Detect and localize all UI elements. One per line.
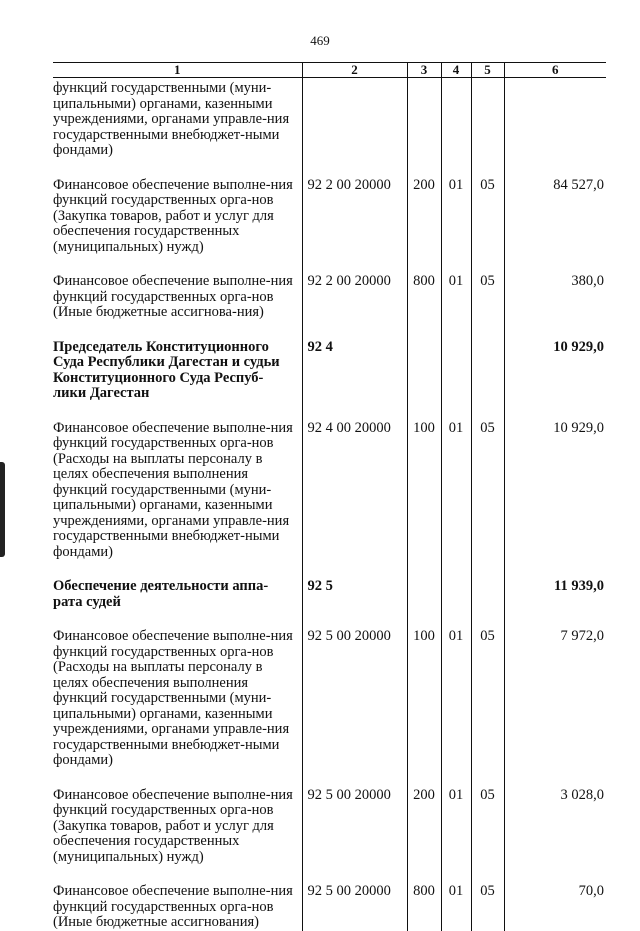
row-spacer — [53, 159, 606, 178]
spacer-cell — [302, 865, 407, 884]
spacer-cell — [441, 769, 471, 788]
row-expense-type — [407, 78, 441, 159]
spacer-cell — [441, 159, 471, 178]
row-section: 01 — [441, 788, 471, 866]
spacer-cell — [441, 402, 471, 421]
spacer-cell — [407, 255, 441, 274]
row-section: 01 — [441, 421, 471, 561]
row-section — [441, 78, 471, 159]
row-subsection: 05 — [471, 274, 504, 321]
spacer-cell — [441, 255, 471, 274]
row-amount: 10 929,0 — [504, 421, 606, 561]
spacer-cell — [407, 402, 441, 421]
row-expense-type: 200 — [407, 178, 441, 256]
row-expense-type: 100 — [407, 421, 441, 561]
row-section — [441, 340, 471, 402]
spacer-cell — [471, 402, 504, 421]
row-spacer — [53, 560, 606, 579]
row-code: 92 2 00 20000 — [302, 274, 407, 321]
row-code: 92 4 00 20000 — [302, 421, 407, 561]
row-section: 01 — [441, 274, 471, 321]
spacer-cell — [471, 159, 504, 178]
column-header: 3 — [407, 63, 441, 78]
spacer-cell — [302, 560, 407, 579]
spacer-cell — [407, 610, 441, 629]
row-code: 92 4 — [302, 340, 407, 402]
row-spacer — [53, 402, 606, 421]
column-header: 4 — [441, 63, 471, 78]
spacer-cell — [504, 255, 606, 274]
row-section: 01 — [441, 629, 471, 769]
spacer-cell — [441, 321, 471, 340]
column-header: 2 — [302, 63, 407, 78]
spacer-cell — [407, 865, 441, 884]
spacer-cell — [407, 769, 441, 788]
table-row — [53, 178, 606, 256]
spacer-cell — [302, 402, 407, 421]
table-row — [53, 788, 606, 866]
row-amount: 84 527,0 — [504, 178, 606, 256]
row-expense-type — [407, 579, 441, 610]
spacer-cell — [302, 159, 407, 178]
scan-edge-mark — [0, 462, 5, 557]
spacer-cell — [53, 865, 302, 884]
spacer-cell — [302, 255, 407, 274]
spacer-cell — [53, 610, 302, 629]
row-expense-type — [407, 340, 441, 402]
row-subsection: 05 — [471, 629, 504, 769]
spacer-cell — [302, 610, 407, 629]
row-spacer — [53, 321, 606, 340]
row-expense-type: 800 — [407, 884, 441, 931]
row-name: Финансовое обеспечение выполне-ния функций государственных орга-нов (Иные бюджетные ассигнования) — [53, 884, 302, 931]
row-subsection: 05 — [471, 178, 504, 256]
spacer-cell — [471, 560, 504, 579]
page-number: 469 — [310, 33, 330, 48]
table-row — [53, 629, 606, 769]
column-header: 6 — [504, 63, 606, 78]
row-subsection — [471, 340, 504, 402]
spacer-cell — [504, 321, 606, 340]
row-amount: 10 929,0 — [504, 340, 606, 402]
row-amount: 380,0 — [504, 274, 606, 321]
row-name: Финансовое обеспечение выполне-ния функций государственных орга-нов (Закупка товаров, работ и услуг для обеспечения государственных (муниципальных) нужд) — [53, 788, 302, 866]
spacer-cell — [504, 610, 606, 629]
table-row — [53, 78, 606, 159]
spacer-cell — [302, 769, 407, 788]
row-name: Финансовое обеспечение выполне-ния функций государственных орга-нов (Расходы на выплаты персоналу в целях обеспечения выполнения функций государственными (муни-ципальными) органами, казенными учреждениями, органами управле-ния государственными внебюджет-ными фондами) — [53, 629, 302, 769]
row-name: Финансовое обеспечение выполне-ния функций государственных орга-нов (Расходы на выплаты персоналу в целях обеспечения выполнения функций государственными (муни-ципальными) органами, казенными учреждениями, органами управле-ния государственными внебюджет-ными фондами) — [53, 421, 302, 561]
table-row — [53, 421, 606, 561]
row-name: Финансовое обеспечение выполне-ния функций государственных орга-нов (Иные бюджетные ассигнова-ния) — [53, 274, 302, 321]
spacer-cell — [53, 402, 302, 421]
row-code: 92 5 — [302, 579, 407, 610]
row-spacer — [53, 255, 606, 274]
row-amount: 11 939,0 — [504, 579, 606, 610]
spacer-cell — [441, 610, 471, 629]
spacer-cell — [53, 159, 302, 178]
spacer-cell — [471, 769, 504, 788]
row-subsection — [471, 78, 504, 159]
spacer-cell — [504, 402, 606, 421]
spacer-cell — [471, 321, 504, 340]
spacer-cell — [504, 560, 606, 579]
table-row — [53, 340, 606, 402]
row-amount — [504, 78, 606, 159]
row-expense-type: 800 — [407, 274, 441, 321]
row-code: 92 5 00 20000 — [302, 629, 407, 769]
spacer-cell — [504, 865, 606, 884]
row-name: Финансовое обеспечение выполне-ния функций государственных орга-нов (Закупка товаров, работ и услуг для обеспечения государственных (муниципальных) нужд) — [53, 178, 302, 256]
row-subsection — [471, 579, 504, 610]
column-header: 1 — [53, 63, 302, 78]
spacer-cell — [441, 560, 471, 579]
row-expense-type: 100 — [407, 629, 441, 769]
spacer-cell — [407, 159, 441, 178]
budget-table — [53, 62, 606, 931]
table-body — [53, 78, 606, 931]
row-subsection: 05 — [471, 884, 504, 931]
header-row — [53, 63, 606, 78]
row-code: 92 2 00 20000 — [302, 178, 407, 256]
row-name: функций государственными (муни-ципальными) органами, казенными учреждениями, органами управле-ния государственными внебюджет-ными фондами) — [53, 78, 302, 159]
table-row — [53, 579, 606, 610]
row-amount: 70,0 — [504, 884, 606, 931]
spacer-cell — [471, 255, 504, 274]
row-code: 92 5 00 20000 — [302, 884, 407, 931]
row-code: 92 5 00 20000 — [302, 788, 407, 866]
row-name: Председатель Конституционного Суда Республики Дагестан и судьи Конституционного Суда Респуб-лики Дагестан — [53, 340, 302, 402]
column-header: 5 — [471, 63, 504, 78]
spacer-cell — [53, 255, 302, 274]
row-section: 01 — [441, 178, 471, 256]
spacer-cell — [53, 769, 302, 788]
spacer-cell — [471, 865, 504, 884]
row-expense-type: 200 — [407, 788, 441, 866]
spacer-cell — [407, 560, 441, 579]
table-row — [53, 884, 606, 931]
spacer-cell — [504, 769, 606, 788]
spacer-cell — [53, 321, 302, 340]
row-spacer — [53, 865, 606, 884]
row-code — [302, 78, 407, 159]
spacer-cell — [407, 321, 441, 340]
row-amount: 7 972,0 — [504, 629, 606, 769]
spacer-cell — [504, 159, 606, 178]
table-row — [53, 274, 606, 321]
row-subsection: 05 — [471, 421, 504, 561]
spacer-cell — [302, 321, 407, 340]
spacer-cell — [471, 610, 504, 629]
row-spacer — [53, 610, 606, 629]
row-section: 01 — [441, 884, 471, 931]
row-section — [441, 579, 471, 610]
row-subsection: 05 — [471, 788, 504, 866]
row-amount: 3 028,0 — [504, 788, 606, 866]
spacer-cell — [53, 560, 302, 579]
spacer-cell — [441, 865, 471, 884]
row-spacer — [53, 769, 606, 788]
row-name: Обеспечение деятельности аппа-рата судей — [53, 579, 302, 610]
